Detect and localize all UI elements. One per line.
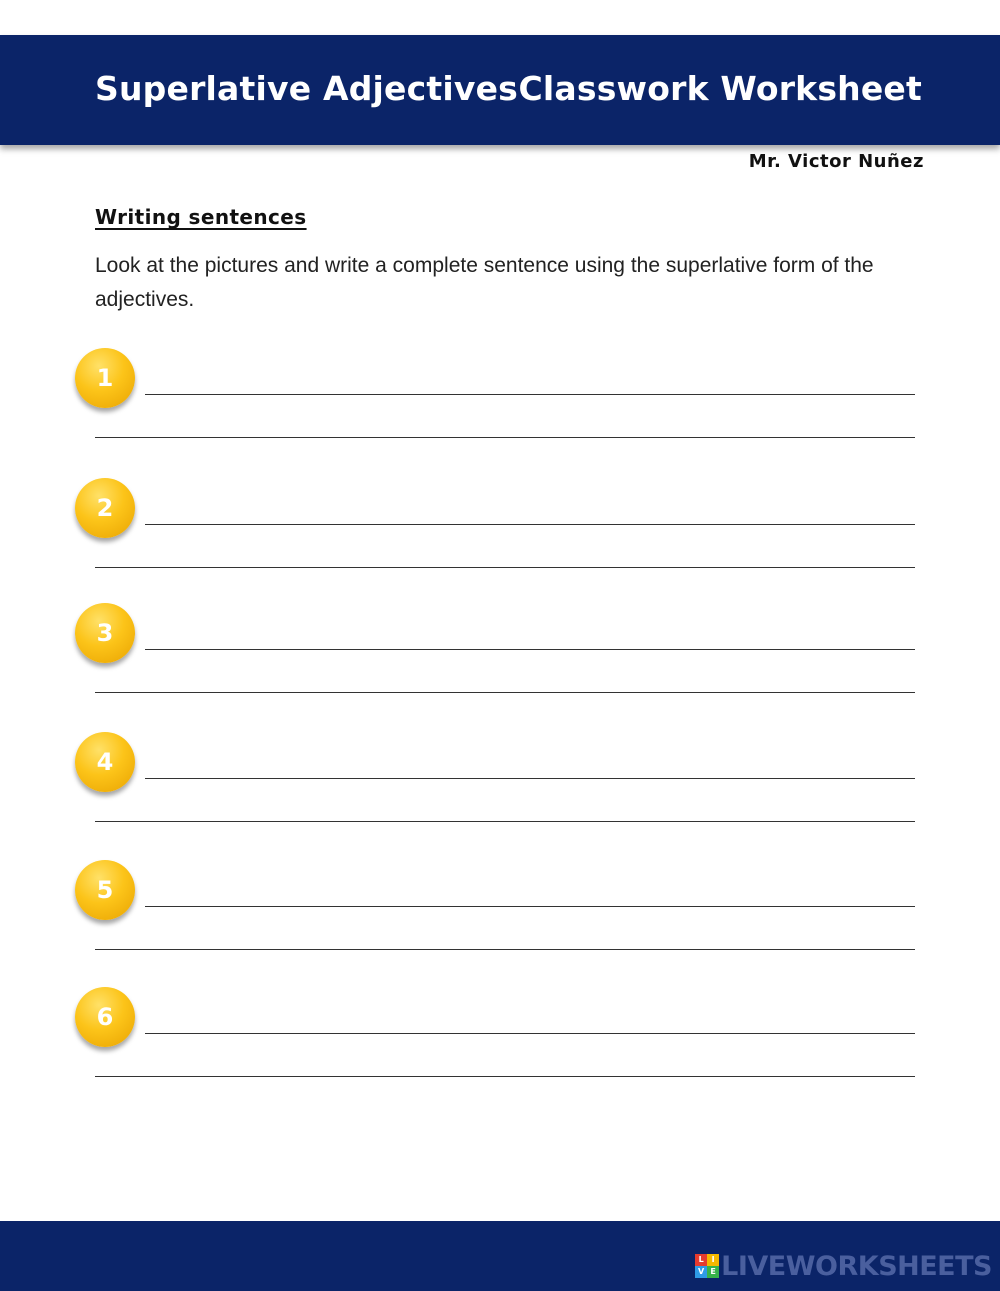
number-label: 1 xyxy=(96,364,114,392)
answer-item-3 xyxy=(0,603,1000,703)
number-badge xyxy=(75,603,135,663)
number-badge xyxy=(75,348,135,408)
logo-square-l: L xyxy=(695,1254,707,1266)
logo-square-e: E xyxy=(707,1266,719,1278)
instructions-text: Look at the pictures and write a complete sentence using the superlative form of the adjectives. xyxy=(95,254,874,311)
number-label: 3 xyxy=(96,619,114,647)
answer-line-2[interactable] xyxy=(95,949,915,950)
liveworksheets-brand xyxy=(695,1251,992,1281)
answer-line-2[interactable] xyxy=(95,437,915,438)
number-label: 4 xyxy=(96,748,114,776)
worksheet-type: Classwork Worksheet xyxy=(518,69,922,108)
number-label: 6 xyxy=(96,1003,114,1031)
answer-line-1[interactable] xyxy=(145,394,915,395)
number-label: 2 xyxy=(96,494,114,522)
answer-item-6 xyxy=(0,987,1000,1087)
answer-item-4 xyxy=(0,732,1000,832)
liveworksheets-logo-icon xyxy=(695,1254,719,1278)
answer-item-1 xyxy=(0,348,1000,448)
answer-line-1[interactable] xyxy=(145,524,915,525)
worksheet-title: Superlative Adjectives xyxy=(95,69,519,108)
number-badge xyxy=(75,732,135,792)
answer-line-2[interactable] xyxy=(95,1076,915,1077)
number-badge xyxy=(75,987,135,1047)
answer-line-2[interactable] xyxy=(95,692,915,693)
logo-square-i: I xyxy=(707,1254,719,1266)
answer-item-2 xyxy=(0,478,1000,578)
answer-line-1[interactable] xyxy=(145,778,915,779)
teacher-name: Mr. Victor Nuñez xyxy=(748,151,924,172)
answer-line-1[interactable] xyxy=(145,1033,915,1034)
number-badge xyxy=(75,860,135,920)
answer-item-5 xyxy=(0,860,1000,960)
number-badge xyxy=(75,478,135,538)
answer-line-1[interactable] xyxy=(145,906,915,907)
footer-banner xyxy=(0,1221,1000,1291)
logo-square-v: V xyxy=(695,1266,707,1278)
section-heading: Writing sentences xyxy=(95,205,307,229)
brand-text: LIVEWORKSHEETS xyxy=(721,1250,992,1282)
number-label: 5 xyxy=(96,876,114,904)
answer-line-2[interactable] xyxy=(95,567,915,568)
answer-line-2[interactable] xyxy=(95,821,915,822)
header-banner xyxy=(0,35,1000,145)
answer-line-1[interactable] xyxy=(145,649,915,650)
